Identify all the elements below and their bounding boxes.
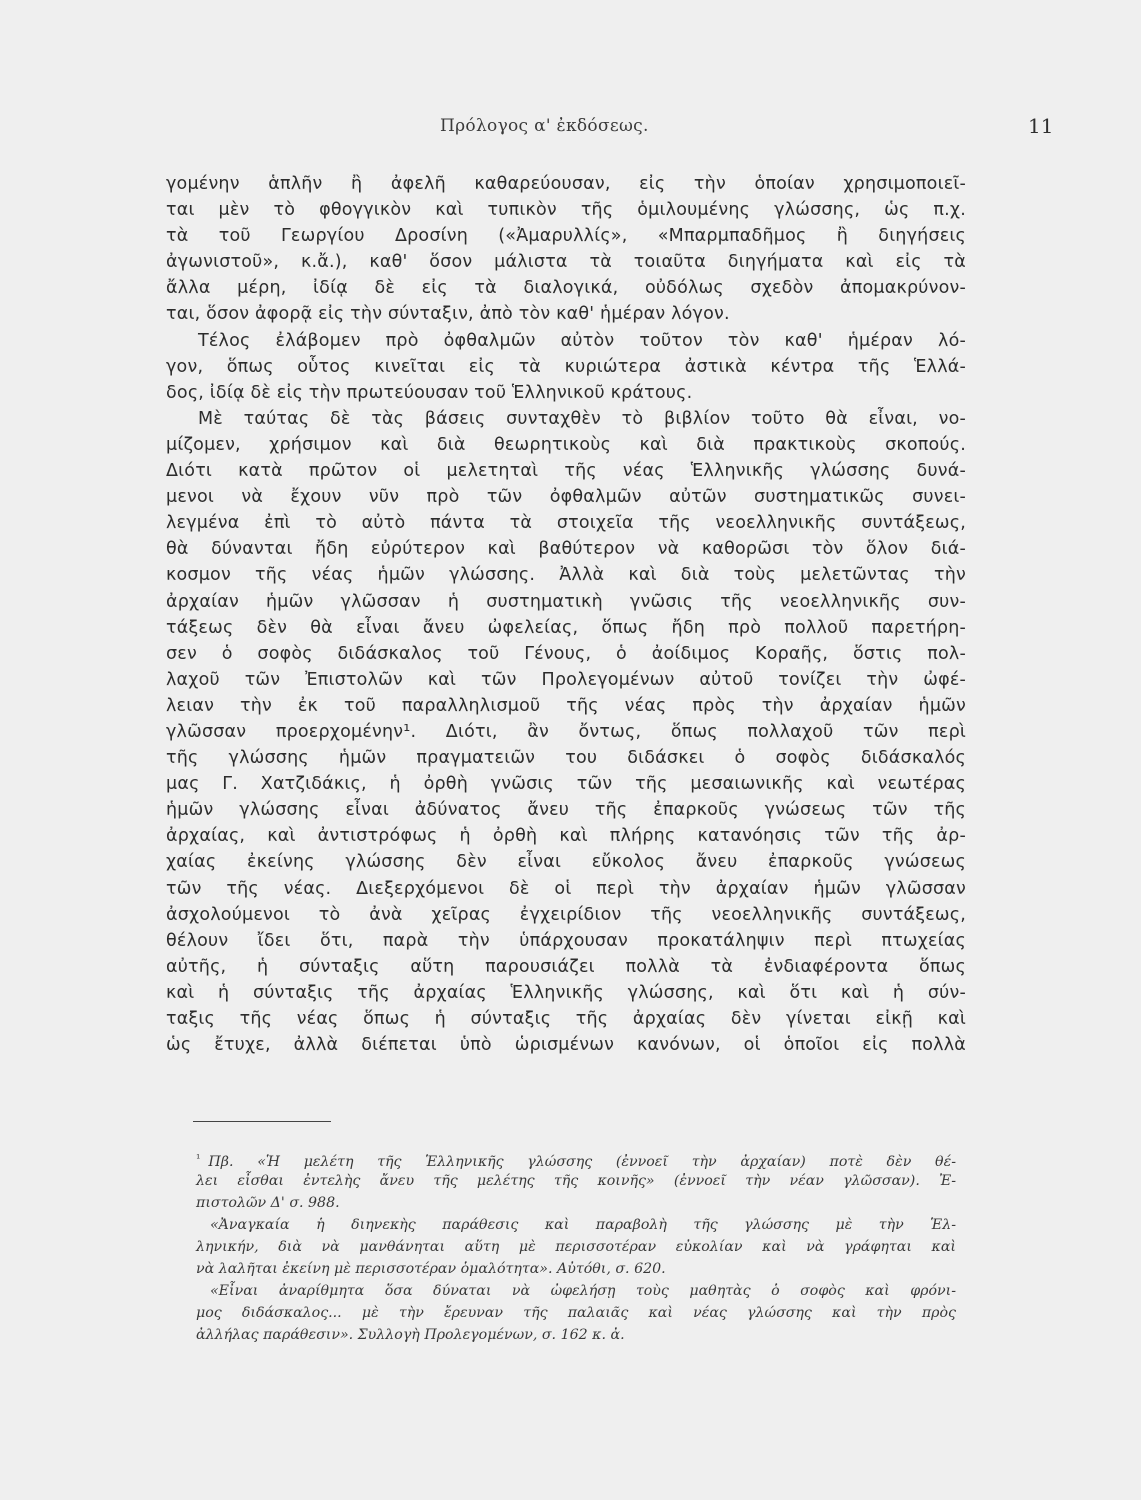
text-line: κοσμον τῆς νέας ἡμῶν γλώσσης. Ἀλλὰ καὶ διὰ τοὺς μελετῶντας τὴν (166, 565, 966, 586)
footnotes (196, 1148, 956, 1346)
text-line: ὡς ἔτυχε, ἀλλὰ διέπεται ὑπὸ ὡρισμένων κανόνων, οἱ ὁποῖοι εἰς πολλὰ (166, 1035, 966, 1056)
text-line: σεν ὁ σοφὸς διδάσκαλος τοῦ Γένους, ὁ ἀοίδιμος Κοραῆς, ὅστις πολ- (166, 643, 966, 664)
footnote-line: λει εἶσθαι ἐντελὴς ἄνευ τῆς μελέτης τῆς κοινῆς» (ἐννοεῖ τὴν νέαν γλῶσσαν). Ἐ- (196, 1173, 956, 1189)
running-title: Πρόλογος α' ἐκδόσεως. (440, 116, 649, 136)
text-line: γον, ὅπως οὗτος κινεῖται εἰς τὰ κυριώτερα ἀστικὰ κέντρα τῆς Ἑλλά- (166, 356, 966, 377)
footnote-divider (193, 1121, 331, 1122)
footnote-line: πιστολῶν Δ' σ. 988. (196, 1195, 340, 1211)
page-number: 11 (1028, 114, 1054, 138)
text-line: λαχοῦ τῶν Ἐπιστολῶν καὶ τῶν Προλεγομένων αὐτοῦ τονίζει τὴν ὠφέ- (166, 669, 966, 690)
text-line: ταξις τῆς νέας ὅπως ἡ σύνταξις τῆς ἀρχαίας δὲν γίνεται εἰκῇ καὶ (166, 1009, 966, 1029)
text-line: ἀγωνιστοῦ», κ.ἄ.), καθ' ὅσον μάλιστα τὰ τοιαῦτα διηγήματα καὶ εἰς τὰ (166, 252, 966, 273)
text-line: γλῶσσαν προερχομένην¹. Διότι, ἂν ὄντως, ὅπως πολλαχοῦ τῶν περὶ (166, 721, 966, 742)
text-line: μας Γ. Χατζιδάκις, ἡ ὀρθὴ γνῶσις τῶν τῆς μεσαιωνικῆς καὶ νεωτέρας (166, 774, 966, 795)
text-line: τῶν τῆς νέας. Διεξερχόμενοι δὲ οἱ περὶ τὴν ἀρχαίαν ἡμῶν γλῶσσαν (166, 878, 966, 899)
text-line: λεγμένα ἐπὶ τὸ αὐτὸ πάντα τὰ στοιχεῖα τῆς νεοελληνικῆς συντάξεως, (166, 513, 966, 534)
text-line: λειαν τὴν ἐκ τοῦ παραλληλισμοῦ τῆς νέας πρὸς τὴν ἀρχαίαν ἡμῶν (166, 695, 966, 716)
text-line: Διότι κατὰ πρῶτον οἱ μελετηταὶ τῆς νέας Ἑλληνικῆς γλώσσης δυνά- (166, 461, 966, 482)
text-line: θὰ δύνανται ἤδη εὐρύτερον καὶ βαθύτερον νὰ καθορῶσι τὸν ὅλον διά- (166, 539, 966, 560)
footnote-line: «Εἶναι ἀναρίθμητα ὅσα δύναται νὰ ὠφελήσῃ τοὺς μαθητὰς ὁ σοφὸς καὶ φρόνι- (210, 1283, 956, 1299)
text-line: αὐτῆς, ἡ σύνταξις αὕτη παρουσιάζει πολλὰ τὰ ἐνδιαφέροντα ὅπως (166, 956, 966, 977)
text-line: τὰ τοῦ Γεωργίου Δροσίνη («Ἀμαρυλλίς», «Μπαρμπαδῆμος ἢ διηγήσεις (166, 226, 966, 247)
text-line: ἀρχαίαν ἡμῶν γλῶσσαν ἡ συστηματικὴ γνῶσις τῆς νεοελληνικῆς συν- (166, 591, 966, 612)
text-line: μίζομεν, χρήσιμον καὶ διὰ θεωρητικοὺς καὶ διὰ πρακτικοὺς σκοπούς. (166, 434, 966, 455)
footnote-line (196, 1148, 956, 1170)
text-line: ται, ὅσον ἀφορᾷ εἰς τὴν σύνταξιν, ἀπὸ τὸν καθ' ἡμέραν λόγον. (166, 304, 730, 325)
text-line: τῆς γλώσσης ἡμῶν πραγματειῶν του διδάσκει ὁ σοφὸς διδάσκαλός (166, 748, 966, 769)
text-line: μενοι νὰ ἔχουν νῦν πρὸ τῶν ὀφθαλμῶν αὐτῶν συστηματικῶς συνει- (166, 487, 966, 508)
footnote-text: Πβ. «Ἡ μελέτη τῆς Ἑλληνικῆς γλώσσης (ἐννοεῖ τὴν ἀρχαίαν) ποτὲ δὲν θέ- (208, 1154, 956, 1170)
text-line: ται μὲν τὸ φθογγικὸν καὶ τυπικὸν τῆς ὁμιλουμένης γλώσσης, ὡς π.χ. (166, 200, 966, 221)
footnote-line: μος διδάσκαλος... μὲ τὴν ἔρευναν τῆς παλαιᾶς καὶ νέας γλώσσης καὶ τὴν πρὸς (196, 1305, 956, 1321)
text-line: ἄλλα μέρη, ἰδίᾳ δὲ εἰς τὰ διαλογικά, οὐδόλως σχεδὸν ἀπομακρύνον- (166, 278, 966, 299)
footnote-line: ληνικήν, διὰ νὰ μανθάνηται αὕτη μὲ περισσοτέραν εὐκολίαν καὶ νὰ γράφηται καὶ (196, 1239, 956, 1255)
footnote-marker: ¹ (196, 1152, 201, 1165)
text-line: χαίας ἐκείνης γλώσσης δὲν εἶναι εὔκολος ἄνευ ἐπαρκοῦς γνώσεως (166, 852, 966, 873)
body-text (166, 171, 966, 1058)
paragraph-start-line: Τέλος ἐλάβομεν πρὸ ὀφθαλμῶν αὐτὸν τοῦτον τὸν καθ' ἡμέραν λό- (198, 330, 966, 351)
paragraph-start-line: Μὲ ταύτας δὲ τὰς βάσεις συνταχθὲν τὸ βιβλίον τοῦτο θὰ εἶναι, νο- (198, 408, 966, 429)
text-line: γομένην ἁπλῆν ἢ ἀφελῆ καθαρεύουσαν, εἰς τὴν ὁποίαν χρησιμοποιεῖ- (166, 174, 966, 194)
text-line: δος, ἰδίᾳ δὲ εἰς τὴν πρωτεύουσαν τοῦ Ἑλληνικοῦ κράτους. (166, 382, 693, 403)
text-line: ἡμῶν γλώσσης εἶναι ἀδύνατος ἄνευ τῆς ἐπαρκοῦς γνώσεως τῶν τῆς (166, 800, 966, 821)
footnote-line: ἀλλήλας παράθεσιν». Συλλογὴ Προλεγομένων, σ. 162 κ. ἀ. (196, 1327, 625, 1343)
text-line: καὶ ἡ σύνταξις τῆς ἀρχαίας Ἑλληνικῆς γλώσσης, καὶ ὅτι καὶ ἡ σύν- (166, 982, 966, 1003)
text-line: θέλουν ἴδει ὅτι, παρὰ τὴν ὑπάρχουσαν προκατάληψιν περὶ πτωχείας (166, 930, 966, 951)
footnote-line: «Ἀναγκαία ἡ διηνεκὴς παράθεσις καὶ παραβολὴ τῆς γλώσσης μὲ τὴν Ἑλ- (210, 1217, 956, 1233)
footnote-line: νὰ λαλῆται ἐκείνη μὲ περισσοτέραν ὁμαλότητα». Αὐτόθι, σ. 620. (196, 1261, 666, 1277)
text-line: τάξεως δὲν θὰ εἶναι ἄνευ ὠφελείας, ὅπως ἤδη πρὸ πολλοῦ παρετήρη- (166, 617, 966, 638)
text-line: ἀρχαίας, καὶ ἀντιστρόφως ἡ ὀρθὴ καὶ πλήρης κατανόησις τῶν τῆς ἀρ- (166, 826, 966, 847)
text-line: ἀσχολούμενοι τὸ ἀνὰ χεῖρας ἐγχειρίδιον τῆς νεοελληνικῆς συντάξεως, (166, 904, 966, 925)
